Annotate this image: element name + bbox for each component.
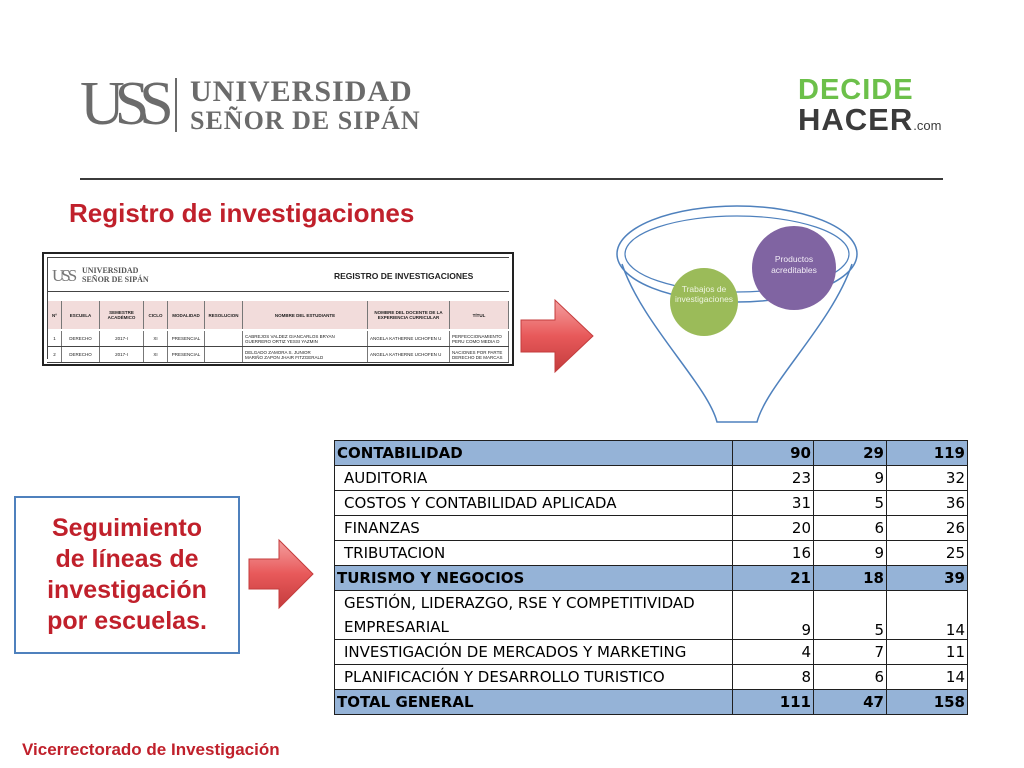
header-divider: [80, 178, 943, 180]
row-value-a: 31: [733, 491, 814, 516]
register-cell: 2017-I: [100, 331, 144, 346]
row-total: 39: [887, 566, 968, 591]
row-value-b: 5: [814, 591, 887, 640]
register-cell: DERECHO: [62, 347, 100, 362]
register-row-rule: [47, 362, 509, 363]
decide-hacer-word: HACER: [798, 102, 914, 137]
row-value-a: 20: [733, 516, 814, 541]
row-name: INVESTIGACIÓN DE MERCADOS Y MARKETING: [335, 640, 733, 665]
group-row: [335, 566, 968, 591]
register-logo-line2: SEÑOR DE SIPÁN: [82, 275, 149, 284]
table-row: [335, 591, 968, 640]
table-row: [335, 665, 968, 690]
register-cell: PRESENCIAL: [168, 331, 205, 346]
row-name: COSTOS Y CONTABILIDAD APLICADA: [335, 491, 733, 516]
row-value-a: 4: [733, 640, 814, 665]
register-header-cell: NOMBRE DEL DOCENTE DE LA EXPERIENCIA CURRICULAR: [368, 301, 450, 329]
register-header-cell: NOMBRE DEL ESTUDIANTE: [243, 301, 368, 329]
register-thumbnail: [42, 252, 514, 366]
row-value-b: 9: [814, 466, 887, 491]
register-cell: DERECHO: [62, 331, 100, 346]
register-cell: XI: [144, 331, 168, 346]
register-header-cell: CICLO: [144, 301, 168, 329]
register-header-cell: ESCUELA: [62, 301, 100, 329]
row-name: TURISMO Y NEGOCIOS: [335, 566, 733, 591]
register-cell: 2017-I: [100, 347, 144, 362]
row-total: 14: [887, 665, 968, 690]
register-cell: XI: [144, 347, 168, 362]
table-row: [335, 466, 968, 491]
uss-logo: [80, 72, 430, 142]
row-total: 14: [887, 591, 968, 640]
bubble-trabajos-label: Trabajos de investigaciones: [674, 284, 734, 304]
register-cell: PERFECCIONAMIENTO PERU COMO MEDIA D: [450, 331, 509, 346]
row-total: 119: [887, 441, 968, 466]
register-cell: CABREJOS VALDEZ GIANCARLOS BRYAN GUERRERO ORTIZ YESSI YAZMIN: [243, 331, 368, 346]
register-cell: [205, 331, 243, 346]
lineas-table-body: [335, 441, 968, 715]
decide-hacer-top: DECIDE: [798, 74, 914, 106]
row-value-a: 8: [733, 665, 814, 690]
row-value-b: 18: [814, 566, 887, 591]
right-arrow-icon: [519, 298, 595, 374]
row-name: CONTABILIDAD: [335, 441, 733, 466]
row-total: 158: [887, 690, 968, 715]
right-arrow-icon: [247, 538, 315, 610]
register-header-cell: Nº: [48, 301, 62, 329]
lineas-table: [334, 440, 968, 715]
register-cell: DELGADO ZAMORA S. JUNIOR MARIÑO ZAPON JHAIR FITZGERALD: [243, 347, 368, 362]
row-name: TRIBUTACION: [335, 541, 733, 566]
bubble-productos-label: Productos acreditables: [771, 254, 817, 275]
seguimiento-box: [14, 496, 240, 654]
register-cell: [205, 347, 243, 362]
row-value-b: 5: [814, 491, 887, 516]
decide-hacer-logo: [798, 74, 948, 136]
uss-logo-mark: USS: [80, 70, 164, 138]
row-name: TOTAL GENERAL: [335, 690, 733, 715]
row-value-b: 6: [814, 665, 887, 690]
register-rule: [47, 257, 509, 258]
registro-title: Registro de investigaciones: [69, 198, 415, 228]
row-total: 32: [887, 466, 968, 491]
row-value-a: 111: [733, 690, 814, 715]
register-header-cell: SEMESTRE ACADÉMICO: [100, 301, 144, 329]
register-header-cell: MODALIDAD: [168, 301, 205, 329]
register-cell: PRESENCIAL: [168, 347, 205, 362]
row-value-a: 23: [733, 466, 814, 491]
logo-separator: [175, 78, 177, 132]
row-total: 11: [887, 640, 968, 665]
row-value-b: 9: [814, 541, 887, 566]
row-name: FINANZAS: [335, 516, 733, 541]
table-row: [335, 640, 968, 665]
row-name: GESTIÓN, LIDERAZGO, RSE Y COMPETITIVIDAD EMPRESARIAL: [335, 591, 733, 640]
table-row: [335, 491, 968, 516]
register-cell: NACIONES POR PARTE DERECHO DE MARCAS: [450, 347, 509, 362]
row-name: PLANIFICACIÓN Y DESARROLLO TURISTICO: [335, 665, 733, 690]
register-logo-text: [82, 266, 149, 284]
row-value-b: 29: [814, 441, 887, 466]
decide-hacer-suffix: .com: [913, 118, 942, 133]
row-value-a: 9: [733, 591, 814, 640]
row-value-a: 21: [733, 566, 814, 591]
row-total: 36: [887, 491, 968, 516]
register-header-cell: RESOLUCION: [205, 301, 243, 329]
university-name-line2: SEÑOR DE SIPÁN: [190, 106, 421, 135]
register-cell: 2: [48, 347, 62, 362]
university-name-line1: UNIVERSIDAD: [190, 75, 413, 108]
seguimiento-text: Seguimiento de líneas de investigación por escuelas.: [47, 514, 207, 635]
table-row: [335, 516, 968, 541]
register-rule: [47, 291, 509, 292]
row-value-b: 47: [814, 690, 887, 715]
table-row: [335, 541, 968, 566]
row-value-a: 90: [733, 441, 814, 466]
row-value-b: 7: [814, 640, 887, 665]
register-cell: ANGELA KATHERNE UCHOFEN U: [368, 331, 450, 346]
register-header-cell: TÍTUL: [450, 301, 509, 329]
group-row: [335, 441, 968, 466]
row-total: 26: [887, 516, 968, 541]
register-title: REGISTRO DE INVESTIGACIONES: [334, 271, 474, 281]
row-value-b: 6: [814, 516, 887, 541]
register-cell: ANGELA KATHERNE UCHOFEN U: [368, 347, 450, 362]
decide-hacer-bottom: [798, 102, 941, 138]
row-name: AUDITORIA: [335, 466, 733, 491]
register-cell: 1: [48, 331, 62, 346]
funnel-diagram: [612, 204, 862, 426]
register-logo-line1: UNIVERSIDAD: [82, 266, 139, 275]
footer-text: Vicerrectorado de Investigación: [22, 740, 280, 759]
group-row: [335, 690, 968, 715]
row-total: 25: [887, 541, 968, 566]
register-logo-mark: USS: [52, 266, 75, 285]
row-value-a: 16: [733, 541, 814, 566]
